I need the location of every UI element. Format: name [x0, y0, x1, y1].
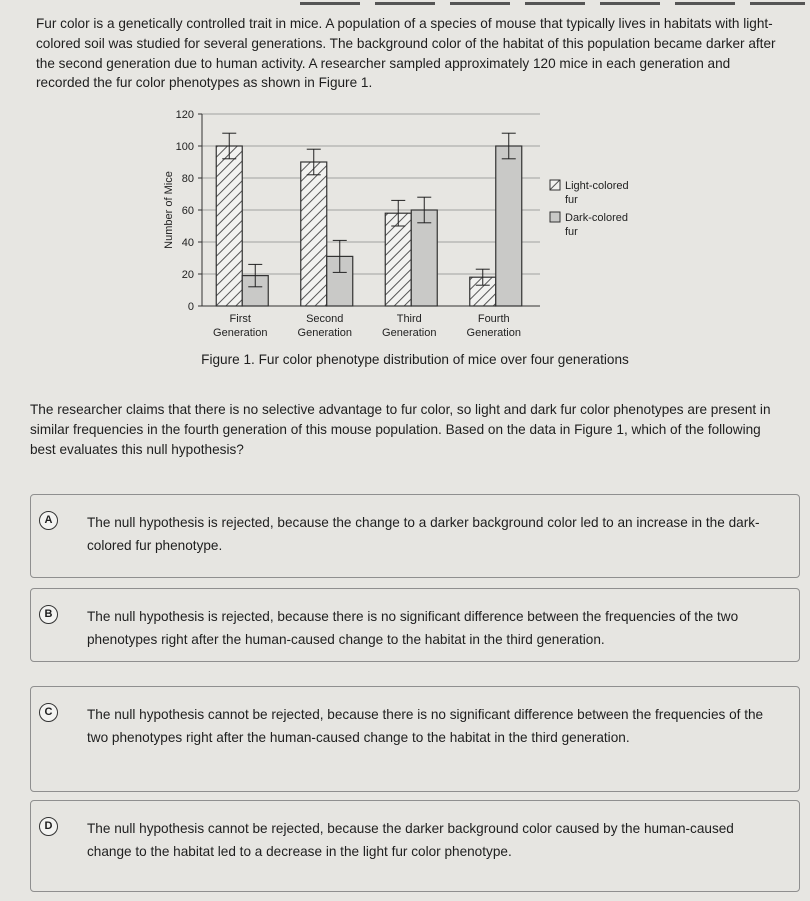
legend-swatch-light — [550, 180, 560, 190]
answer-option-a[interactable] — [30, 494, 800, 578]
option-text-c: The null hypothesis cannot be rejected, because there is no significant difference between the frequencies of the two phenotypes right after the human-caused change to the habitat in the third generation. — [87, 707, 764, 745]
y-tick-label: 100 — [175, 141, 194, 153]
bar-light-fur — [216, 146, 242, 306]
x-category-label: Generation — [213, 327, 268, 339]
legend-label: Dark-colored — [565, 212, 628, 224]
y-tick-label: 80 — [181, 173, 194, 185]
question-stem: The researcher claims that there is no selective advantage to fur color, so light and dark fur color phenotypes are present in similar frequencies in the fourth generation of this mouse population. Based on the data in Figure 1, which of the following best evaluates this null hypothesis? — [30, 402, 771, 457]
legend-swatch-dark — [550, 212, 560, 222]
x-category-label: Second — [306, 313, 344, 325]
bar-dark-fur — [496, 146, 522, 306]
bar-chart-svg — [150, 104, 670, 344]
x-category-label: Fourth — [477, 313, 510, 325]
legend-label: Light-colored — [565, 180, 629, 192]
bar-light-fur — [385, 213, 411, 306]
bar-light-fur — [301, 162, 327, 306]
option-letter-c: C — [39, 703, 58, 722]
answer-option-c[interactable] — [30, 686, 800, 792]
top-divider — [300, 2, 805, 5]
y-tick-label: 60 — [181, 205, 194, 217]
answer-option-b[interactable] — [30, 588, 800, 662]
y-tick-label: 0 — [187, 301, 194, 313]
question-intro: Fur color is a genetically controlled trait in mice. A population of a species of mouse that typically lives in habitats with light-colored soil was studied for several generations. The background color of the habitat of this population became darker after the second generation due to human activity. A researcher sampled approximately 120 mice in each generation and recorded the fur color phenotypes as shown in Figure 1. — [36, 16, 776, 91]
option-letter-d: D — [39, 817, 58, 836]
option-text-b: The null hypothesis is rejected, because there is no significant difference between the frequencies of the two phenotypes right after the human-caused change to the habitat in the third generation. — [87, 609, 739, 647]
legend-label: fur — [565, 194, 578, 206]
x-category-label: Generation — [297, 327, 352, 339]
x-category-label: Generation — [382, 327, 437, 339]
x-category-label: First — [229, 313, 251, 325]
bar-dark-fur — [411, 210, 437, 306]
option-text-d: The null hypothesis cannot be rejected, because the darker background color caused by the human-caused change to the habitat led to a decrease in the light fur color phenotype. — [87, 821, 734, 859]
option-letter-a: A — [39, 511, 58, 530]
legend-label: fur — [565, 226, 578, 238]
y-axis-label: Number of Mice — [163, 171, 175, 249]
answer-option-d[interactable] — [30, 800, 800, 892]
figure-caption: Figure 1. Fur color phenotype distribution of mice over four generations — [201, 352, 629, 367]
x-category-label: Generation — [466, 327, 521, 339]
y-tick-label: 40 — [181, 237, 194, 249]
y-tick-label: 20 — [181, 269, 194, 281]
figure-1-chart — [150, 104, 670, 344]
y-tick-label: 120 — [175, 109, 194, 121]
x-category-label: Third — [396, 313, 422, 325]
option-text-a: The null hypothesis is rejected, because the change to a darker background color led to an increase in the dark-colored fur phenotype. — [87, 515, 760, 553]
option-letter-b: B — [39, 605, 58, 624]
